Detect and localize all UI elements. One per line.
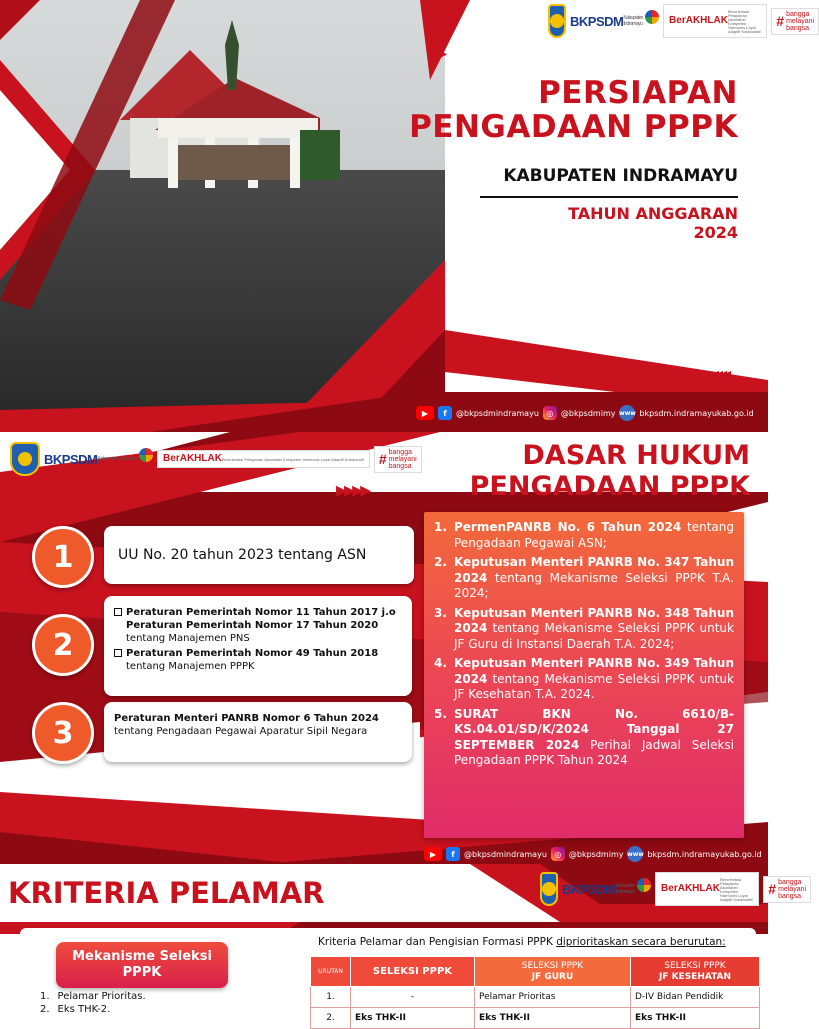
list-item-number: 2. [40,1004,50,1015]
legal-basis-3-rest: tentang Pengadaan Pegawai Aparatur Sipil Negara [114,726,368,737]
slide2-title-line1: DASAR HUKUM [522,440,750,471]
regulation-title: Keputusan Menteri PANRB No. 347 Tahun 2024 [454,555,734,585]
legal-basis-2a-bold: Peraturan Pemerintah Nomor 11 Tahun 2017 j.o Peraturan Pemerintah Nomor 17 Tahun 2020 [126,607,396,631]
legal-basis-3-bold: Peraturan Menteri PANRB Nomor 6 Tahun 2024 [114,713,379,724]
bkpsdm-logo [44,452,153,467]
chevrons-left-icon: ◂◂◂◂ [712,366,729,382]
bkpsdm-logo-text: BKPSDM [570,13,624,29]
slide-kriteria-pelamar [0,864,807,1024]
regulation-title: SURAT BKN No. 6610/B-KS.04.01/SD/K/2024 Tanggal 27 SEPTEMBER 2024 [454,706,734,752]
slide1-year [568,204,738,242]
bangga-line1: bangga [388,448,412,456]
bangga-melayani-logo: # bangga melayani bangsa [374,446,422,473]
legal-basis-number-3: 3 [32,702,94,764]
table-cell: D-IV Bidan Pendidik [631,987,760,1008]
legal-basis-number-2: 2 [32,614,94,676]
berakhlak-text: BerAKHLAK [163,453,222,464]
regulation-list-panel [424,512,744,838]
table-header-row [311,957,760,987]
slide2-title [470,440,750,502]
regulation-item-2 [434,555,734,602]
kabupaten-crest-icon [10,442,40,476]
table-cell: Eks THK-II [631,1008,760,1029]
legal-basis-2b [114,647,402,673]
checkbox-bullet-icon [114,608,122,616]
kabupaten-crest-icon [548,4,566,38]
table-row [311,987,760,1008]
mekanisme-list [40,990,146,1016]
regulation-number: 1. [434,520,447,534]
facebook-icon[interactable]: f [446,847,460,861]
website-link[interactable]: bkpsdm.indramayukab.go.id [647,849,762,859]
mekanisme-line2: PPPK [122,965,162,980]
bangga-line3: bangsa [778,892,802,900]
table-cell: 2. [311,1008,351,1029]
bangga-line1: bangga [778,878,802,886]
berakhlak-text: BerAKHLAK [669,15,728,26]
bangga-line2: melayani [778,885,807,893]
youtube-icon[interactable]: ▶ [416,406,434,420]
berakhlak-sub: Berorientasi Pelayanan Akuntabel Kompeten Harmonis Loyal Adaptif Kolaboratif [221,457,364,462]
slide1-year-line2: 2024 [693,223,738,242]
facebook-handle[interactable]: @bkpsdmindramayu [464,849,547,859]
slide2-social-bar [424,846,762,862]
facebook-icon[interactable]: f [438,406,452,420]
bangga-line2: melayani [388,455,417,463]
table-cell: Pelamar Prioritas [475,987,631,1008]
regulation-number: 3. [434,605,447,620]
legal-basis-text-1: UU No. 20 tahun 2023 tentang ASN [118,547,367,563]
berakhlak-logo [663,4,767,38]
legal-basis-box-2 [104,596,412,696]
list-item [40,1003,146,1016]
regulation-title: Keputusan Menteri PANRB No. 348 Tahun 2024 [454,605,734,635]
kriteria-caption-underlined: diprioritaskan secara berurutan: [556,936,726,948]
berakhlak-logo [655,872,759,906]
slide2-logo-strip [10,442,422,476]
regulation-desc: Perihal Jadwal Seleksi Pengadaan PPPK Tahun 2024 [454,737,734,767]
bkpsdm-logo-sub: Kabupaten Indramayu [97,456,138,462]
chevrons-right-icon: ▸▸▸▸ [336,478,369,503]
table-row [311,1008,760,1029]
bkpsdm-logo [562,882,651,897]
instagram-icon[interactable]: ◎ [551,847,565,861]
legal-basis-box-3 [104,702,412,762]
bkpsdm-logo-sub: Kabupaten Indramayu [623,15,644,27]
header-jf-kesehatan [631,957,760,987]
kriteria-caption-pre: Kriteria Pelamar dan Pengisian Formasi PPPK [318,936,557,948]
bangga-line3: bangsa [388,462,412,470]
regulation-item-4 [434,656,734,703]
chevrons-right-icon: ▸▸▸▸ [428,46,445,62]
berakhlak-sub: Berorientasi Pelayanan Akuntabel Kompeten Harmonis Loyal Adaptif Kolaboratif [719,877,753,902]
legal-basis-2a [114,606,402,645]
slide1-subtitle: KABUPATEN INDRAMAYU [503,166,738,186]
mekanisme-seleksi-label [56,942,228,988]
list-item-text: Pelamar Prioritas. [57,991,146,1002]
table-cell: 1. [311,987,351,1008]
instagram-handle[interactable]: @bkpsdmimy [568,849,624,859]
youtube-icon[interactable]: ▶ [424,847,442,861]
legal-basis-2b-rest: tentang Manajemen PPPK [126,661,255,672]
slide1-title [409,76,738,144]
bkpsdm-logo [570,14,659,29]
header-urutan: URUTAN [311,957,351,987]
checkbox-bullet-icon [114,649,122,657]
berakhlak-logo [157,450,370,468]
website-icon[interactable]: www [627,846,643,862]
bangga-line2: melayani [786,17,815,25]
website-link[interactable]: bkpsdm.indramayukab.go.id [639,408,754,418]
legal-basis-number-1: 1 [32,526,94,588]
slide3-logo-strip [540,872,811,906]
legal-basis-2a-rest: tentang Manajemen PNS [126,633,250,644]
bkpsdm-logo-text: BKPSDM [562,881,616,897]
slide2-title-line2: PENGADAAN PPPK [469,471,750,502]
kriteria-table [310,956,760,1029]
regulation-item-5 [434,707,734,769]
slide-dasar-hukum [0,432,768,864]
legal-basis-box-1 [104,526,414,584]
list-item-text: Eks THK-2. [57,1004,111,1015]
header-seleksi-pppk: SELEKSI PPPK [351,957,475,987]
facebook-handle[interactable]: @bkpsdmindramayu [456,408,539,418]
bangga-melayani-logo: # bangga melayani bangsa [771,8,819,35]
bangga-line3: bangsa [786,24,810,32]
header-jf-guru-line1: SELEKSI PPPK [521,960,584,971]
slide1-social-bar [416,405,754,421]
slide1-year-line1: TAHUN ANGGARAN [568,204,738,223]
website-icon[interactable]: www [619,405,635,421]
regulation-desc: tentang Mekanisme Seleksi PPPK T.A. 2024; [454,570,734,600]
slide3-title: KRITERIA PELAMAR [8,876,325,910]
regulation-number: 4. [434,656,447,670]
berakhlak-text: BerAKHLAK [661,883,720,894]
logo-strip [548,4,819,38]
table-cell: Eks THK-II [351,1008,475,1029]
bangga-melayani-logo: # bangga melayani bangsa [763,876,811,903]
header-jf-guru-line2: JF GURU [531,971,574,982]
header-jf-kesehatan-line1: SELEKSI PPPK [664,960,726,971]
instagram-handle[interactable]: @bkpsdmimy [560,408,616,418]
regulation-title: PermenPANRB No. 6 Tahun 2024 [454,520,682,534]
kriteria-caption [318,936,726,948]
regulation-item-3 [434,606,734,653]
header-jf-kesehatan-line2: JF KESEHATAN [658,971,732,982]
list-item-number: 1. [40,991,50,1002]
header-jf-guru [475,957,631,987]
slide1-title-line2: PENGADAAN PPPK [409,109,738,145]
berakhlak-sub: Berorientasi Pelayanan Akuntabel Kompeten Harmonis Loyal Adaptif Kolaboratif [727,9,761,34]
regulation-number: 5. [434,706,447,721]
slide1-title-line1: PERSIAPAN [538,75,738,111]
regulation-desc: tentang Mekanisme Seleksi PPPK untuk JF Kesehatan T.A. 2024. [454,671,734,701]
instagram-icon[interactable]: ◎ [543,406,557,420]
table-cell: - [351,987,475,1008]
legal-basis-2b-bold: Peraturan Pemerintah Nomor 49 Tahun 2018 [126,648,379,659]
regulation-desc: tentang Mekanisme Seleksi PPPK untuk JF Guru di Instansi Daerah T.A. 2024; [454,621,734,651]
bkpsdm-logo-text: BKPSDM [44,451,98,467]
slide1-divider [480,196,738,198]
mekanisme-line1: Mekanisme Seleksi [72,949,212,964]
kabupaten-crest-icon [540,872,558,906]
list-item [40,990,146,1003]
slide-persiapan [0,0,815,432]
regulation-desc: tentang Pengadaan Pegawai ASN; [454,520,734,550]
bangga-line1: bangga [786,10,810,18]
table-cell: Eks THK-II [475,1008,631,1029]
regulation-number: 2. [434,555,447,569]
regulation-title: Keputusan Menteri PANRB No. 349 Tahun 2024 [454,656,734,686]
regulation-item-1 [434,520,734,551]
bkpsdm-logo-sub: Kabupaten Indramayu [615,883,636,895]
